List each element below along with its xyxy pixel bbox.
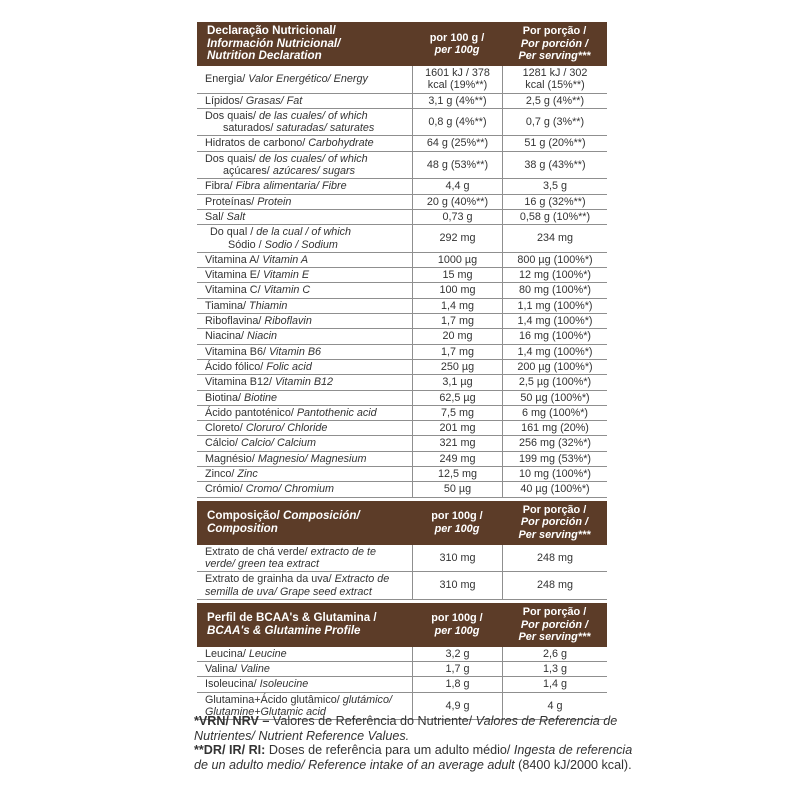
table-row bbox=[197, 329, 607, 344]
table-row bbox=[197, 195, 607, 210]
text-block bbox=[197, 195, 293, 209]
text-segment: Do qual / bbox=[210, 226, 257, 239]
table-row bbox=[197, 572, 607, 600]
text-segment: de la cual / of which bbox=[256, 226, 352, 239]
value-per-100g: 310 mg bbox=[412, 545, 502, 572]
text-segment: glutámico/ bbox=[342, 693, 392, 706]
value-per-100g: 1,4 mg bbox=[412, 299, 502, 313]
text-block bbox=[518, 604, 590, 645]
nutrient-label bbox=[197, 66, 412, 93]
nutrient-label bbox=[197, 179, 412, 193]
table-row bbox=[197, 253, 607, 268]
text-segment: Doses de referência para um adulto médio/ bbox=[268, 743, 514, 758]
text-segment: Ácido pantoténico/ bbox=[205, 406, 297, 419]
text-block bbox=[197, 329, 279, 343]
nutrient-label bbox=[197, 572, 412, 599]
value-per-100g: 1601 kJ / 378 kcal (19%**) bbox=[412, 66, 502, 93]
text-segment: Por porción / Per serving*** bbox=[518, 618, 591, 643]
text-segment: Dos quais/ bbox=[205, 152, 260, 165]
value-per-serving: 234 mg bbox=[502, 225, 607, 252]
nutrient-label bbox=[197, 299, 412, 313]
table-row bbox=[197, 360, 607, 375]
value-per-serving: 51 g (20%**) bbox=[502, 136, 607, 150]
text-segment: *VRN/ NRV – bbox=[194, 714, 273, 728]
nutrient-label bbox=[197, 314, 412, 328]
text-segment: Zinco/ bbox=[205, 468, 238, 481]
value-per-100g: 292 mg bbox=[412, 225, 502, 252]
value-per-serving: 16 mg (100%*) bbox=[502, 329, 607, 343]
text-segment: Protein bbox=[257, 195, 292, 208]
nutrient-label bbox=[197, 136, 412, 150]
text-segment: Extracto de semilla de uva/ Grape seed extract bbox=[205, 573, 390, 598]
text-block bbox=[197, 662, 272, 676]
value-per-serving: 1,4 g bbox=[502, 677, 607, 691]
value-per-100g: 310 mg bbox=[412, 572, 502, 599]
nutrient-label bbox=[197, 467, 412, 481]
table-row bbox=[197, 283, 607, 298]
text-block bbox=[197, 225, 353, 252]
text-segment: Tiamina/ bbox=[205, 299, 249, 312]
text-segment: saturados/ bbox=[223, 122, 274, 135]
value-per-serving: 12 mg (100%*) bbox=[502, 268, 607, 282]
text-segment: Cálcio/ bbox=[205, 437, 242, 450]
value-per-serving: 6 mg (100%*) bbox=[502, 406, 607, 420]
value-per-serving: 161 mg (20%) bbox=[502, 421, 607, 435]
value-per-100g: 4,4 g bbox=[412, 179, 502, 193]
text-block bbox=[197, 421, 329, 435]
text-segment: Valores de Referencia de Nutrientes/ Nutrient Reference Values. bbox=[194, 714, 618, 743]
value-per-100g: 1,7 mg bbox=[412, 345, 502, 359]
nutrient-label bbox=[197, 647, 412, 661]
nutrient-label bbox=[197, 406, 412, 420]
text-block bbox=[197, 452, 368, 466]
text-block bbox=[197, 72, 370, 86]
text-block bbox=[197, 136, 376, 150]
text-segment: Sodio / Sodium bbox=[264, 238, 338, 251]
text-block bbox=[197, 360, 314, 374]
text-block bbox=[197, 210, 247, 224]
text-segment: Fibra/ bbox=[205, 180, 236, 193]
value-per-serving: 1,4 mg (100%*) bbox=[502, 314, 607, 328]
section-header bbox=[197, 501, 607, 545]
text-segment: (8400 kJ/2000 kcal). bbox=[518, 757, 632, 772]
text-segment: Vitamina E/ bbox=[205, 269, 264, 282]
footnote bbox=[194, 714, 634, 743]
text-block bbox=[197, 545, 378, 572]
text-block bbox=[197, 314, 314, 328]
text-segment: Riboflavina/ bbox=[205, 315, 265, 328]
text-segment: Por porción / Per serving*** bbox=[518, 516, 591, 541]
column-header-per-100g bbox=[412, 603, 502, 647]
text-block bbox=[197, 677, 310, 691]
nutrient-label bbox=[197, 375, 412, 389]
nutrient-label bbox=[197, 345, 412, 359]
text-segment: Vitamina B6/ bbox=[205, 345, 270, 358]
nutrient-label bbox=[197, 152, 412, 179]
nutrient-label bbox=[197, 268, 412, 282]
text-segment: Vitamin B6 bbox=[269, 345, 322, 358]
text-segment: Biotina/ bbox=[205, 391, 245, 404]
text-segment: **DR/ IR/ RI: bbox=[194, 743, 269, 758]
text-segment: Magnesio/ Magnesium bbox=[257, 452, 367, 465]
text-segment: Zinc bbox=[237, 468, 258, 481]
text-block bbox=[197, 299, 289, 313]
nutrient-label bbox=[197, 109, 412, 136]
nutrient-label bbox=[197, 436, 412, 450]
text-segment: Extrato de grainha da uva/ bbox=[205, 573, 335, 586]
text-block bbox=[197, 467, 260, 481]
value-per-100g: 0,8 g (4%**) bbox=[412, 109, 502, 136]
text-segment: Thiamin bbox=[249, 299, 288, 312]
text-segment: saturadas/ saturates bbox=[276, 122, 375, 135]
text-segment: Vitamin C bbox=[263, 284, 311, 297]
text-block bbox=[197, 609, 379, 640]
value-per-serving: 248 mg bbox=[502, 545, 607, 572]
nutrient-label bbox=[197, 253, 412, 267]
text-segment: Hidratos de carbono/ bbox=[205, 137, 309, 150]
text-block bbox=[197, 94, 304, 108]
table-row bbox=[197, 179, 607, 194]
value-per-serving: 3,5 g bbox=[502, 179, 607, 193]
column-header-per-serving bbox=[502, 603, 607, 647]
text-segment: Pantothenic acid bbox=[296, 406, 377, 419]
text-segment: Composição/ bbox=[207, 509, 284, 523]
text-block bbox=[197, 375, 335, 389]
value-per-serving: 1281 kJ / 302 kcal (15%**) bbox=[502, 66, 607, 93]
table-row bbox=[197, 314, 607, 329]
value-per-100g: 15 mg bbox=[412, 268, 502, 282]
text-segment: Crómio/ bbox=[205, 483, 246, 496]
nutrient-label bbox=[197, 94, 412, 108]
text-segment: Dos quais/ bbox=[205, 109, 260, 122]
table-row bbox=[197, 225, 607, 253]
value-per-serving: 16 g (32%**) bbox=[502, 195, 607, 209]
nutrition-table bbox=[197, 22, 607, 720]
text-segment: Por porción / Per serving*** bbox=[518, 37, 591, 63]
value-per-serving: 0,7 g (3%**) bbox=[502, 109, 607, 136]
table-row bbox=[197, 452, 607, 467]
value-per-100g: 3,1 µg bbox=[412, 375, 502, 389]
text-segment: Isoleucina/ bbox=[205, 678, 260, 691]
value-per-serving: 0,58 g (10%**) bbox=[502, 210, 607, 224]
value-per-100g: 64 g (25%**) bbox=[412, 136, 502, 150]
nutrient-label bbox=[197, 283, 412, 297]
value-per-serving: 1,4 mg (100%*) bbox=[502, 345, 607, 359]
footnotes bbox=[194, 714, 634, 772]
section-header bbox=[197, 603, 607, 647]
nutrient-label bbox=[197, 545, 412, 572]
table-row bbox=[197, 345, 607, 360]
table-row bbox=[197, 391, 607, 406]
text-segment: Niacina/ bbox=[205, 330, 248, 343]
column-header-per-100g bbox=[412, 22, 502, 66]
text-block bbox=[197, 283, 312, 297]
table-row bbox=[197, 94, 607, 109]
text-segment: Leucine bbox=[248, 647, 287, 660]
text-segment: Calcio/ Calcium bbox=[241, 437, 317, 450]
text-segment: per 100g bbox=[434, 44, 480, 56]
value-per-serving: 256 mg (32%*) bbox=[502, 436, 607, 450]
text-block bbox=[197, 572, 391, 599]
table-row bbox=[197, 299, 607, 314]
text-segment: Vitamina B12/ bbox=[205, 376, 276, 389]
text-segment: Biotine bbox=[244, 391, 278, 404]
text-block bbox=[197, 647, 289, 661]
text-segment: Folic acid bbox=[266, 360, 312, 373]
text-segment: Riboflavin bbox=[264, 315, 312, 328]
text-segment: Valor Energético/ Energy bbox=[248, 73, 368, 86]
text-segment: Ácido fólico/ bbox=[205, 360, 267, 373]
text-segment: Sódio / bbox=[228, 238, 262, 251]
nutrient-label bbox=[197, 329, 412, 343]
table-row bbox=[197, 210, 607, 225]
value-per-serving: 199 mg (53%*) bbox=[502, 452, 607, 466]
column-header-per-serving bbox=[502, 501, 607, 545]
value-per-serving: 2,5 g (4%**) bbox=[502, 94, 607, 108]
text-block bbox=[431, 508, 482, 537]
value-per-100g: 12,5 mg bbox=[412, 467, 502, 481]
section-title bbox=[197, 603, 412, 647]
text-segment: Vitamin A bbox=[262, 253, 309, 266]
value-per-serving: 38 g (43%**) bbox=[502, 152, 607, 179]
value-per-100g: 3,2 g bbox=[412, 647, 502, 661]
table-row bbox=[197, 482, 607, 497]
column-header-per-serving bbox=[502, 22, 607, 66]
text-segment: Energia/ bbox=[205, 73, 249, 86]
text-segment: Proteínas/ bbox=[205, 195, 258, 208]
value-per-100g: 100 mg bbox=[412, 283, 502, 297]
text-block bbox=[197, 345, 323, 359]
text-block bbox=[197, 391, 279, 405]
text-segment: Salt bbox=[226, 210, 246, 223]
nutrient-label bbox=[197, 677, 412, 691]
text-segment: Fibra alimentaria/ Fibre bbox=[235, 180, 347, 193]
text-segment: Por porção / bbox=[522, 504, 587, 516]
table-row bbox=[197, 406, 607, 421]
value-per-100g: 48 g (53%**) bbox=[412, 152, 502, 179]
text-block bbox=[518, 23, 590, 64]
table-row bbox=[197, 268, 607, 283]
value-per-serving: 80 mg (100%*) bbox=[502, 283, 607, 297]
text-segment: por 100g / bbox=[431, 612, 483, 625]
value-per-100g: 0,73 g bbox=[412, 210, 502, 224]
text-segment: Declaração Nutricional/ bbox=[207, 24, 336, 38]
text-segment: per 100g bbox=[434, 522, 480, 535]
text-segment: Valores de Referência do Nutriente/ bbox=[272, 714, 476, 728]
text-block bbox=[197, 482, 336, 496]
text-segment: por 100 g / bbox=[429, 31, 485, 44]
text-segment: Carbohydrate bbox=[308, 137, 374, 150]
table-row bbox=[197, 421, 607, 436]
text-segment: Valine bbox=[240, 663, 270, 676]
text-segment: azúcares/ sugars bbox=[272, 165, 356, 178]
value-per-100g: 321 mg bbox=[412, 436, 502, 450]
value-per-100g: 1,8 g bbox=[412, 677, 502, 691]
text-segment: extracto de te verde/ green tea extract bbox=[205, 545, 377, 570]
text-segment: Lípidos/ bbox=[205, 94, 246, 107]
table-row bbox=[197, 136, 607, 151]
value-per-100g: 50 µg bbox=[412, 482, 502, 496]
text-segment: Isoleucine bbox=[259, 678, 309, 691]
value-per-serving: 1,1 mg (100%*) bbox=[502, 299, 607, 313]
value-per-100g: 250 µg bbox=[412, 360, 502, 374]
text-block bbox=[197, 507, 362, 538]
nutrient-label bbox=[197, 225, 412, 252]
text-segment: Valina/ bbox=[205, 663, 241, 676]
nutrient-label bbox=[197, 391, 412, 405]
text-segment: Cromo/ Chromium bbox=[245, 483, 334, 496]
value-per-serving: 4 g bbox=[502, 693, 607, 720]
value-per-serving: 1,3 g bbox=[502, 662, 607, 676]
text-segment: Glutamina+Ácido glutâmico/ bbox=[205, 693, 343, 706]
value-per-serving: 800 µg (100%*) bbox=[502, 253, 607, 267]
section-header bbox=[197, 22, 607, 66]
table-row bbox=[197, 677, 607, 692]
text-segment: Vitamina C/ bbox=[205, 284, 264, 297]
text-block bbox=[197, 436, 318, 450]
text-segment: Vitamina A/ bbox=[205, 253, 263, 266]
value-per-100g: 20 g (40%**) bbox=[412, 195, 502, 209]
text-block bbox=[197, 22, 342, 66]
value-per-100g: 1000 µg bbox=[412, 253, 502, 267]
column-header-per-100g bbox=[412, 501, 502, 545]
value-per-serving: 10 mg (100%*) bbox=[502, 467, 607, 481]
section-title bbox=[197, 22, 412, 66]
text-segment: Por porção / bbox=[522, 606, 587, 619]
text-segment: Perfil de BCAA's & Glutamina / bbox=[207, 611, 377, 625]
table-row bbox=[197, 152, 607, 180]
table-row bbox=[197, 66, 607, 94]
table-row bbox=[197, 545, 607, 573]
text-segment: Ingesta de referencia de un adulto medio/ Reference intake of an average adult bbox=[194, 743, 633, 772]
text-block bbox=[197, 109, 376, 136]
text-segment: Grasas/ Fat bbox=[245, 94, 303, 107]
nutrient-label bbox=[197, 452, 412, 466]
value-per-100g: 1,7 g bbox=[412, 662, 502, 676]
value-per-100g: 4,9 g bbox=[412, 693, 502, 720]
text-segment: Cloreto/ bbox=[205, 422, 246, 435]
value-per-100g: 249 mg bbox=[412, 452, 502, 466]
text-segment: Sal/ bbox=[205, 210, 227, 223]
text-block bbox=[197, 253, 310, 267]
text-block bbox=[197, 152, 370, 179]
value-per-serving: 200 µg (100%*) bbox=[502, 360, 607, 374]
text-block bbox=[431, 610, 482, 639]
value-per-100g: 7,5 mg bbox=[412, 406, 502, 420]
text-segment: Vitamin E bbox=[263, 269, 310, 282]
table-row bbox=[197, 647, 607, 662]
value-per-serving: 50 µg (100%*) bbox=[502, 391, 607, 405]
value-per-serving: 2,5 µg (100%*) bbox=[502, 375, 607, 389]
value-per-100g: 3,1 g (4%**) bbox=[412, 94, 502, 108]
footnote bbox=[194, 743, 634, 772]
text-block bbox=[197, 268, 311, 282]
value-per-100g: 20 mg bbox=[412, 329, 502, 343]
value-per-100g: 62,5 µg bbox=[412, 391, 502, 405]
table-row bbox=[197, 662, 607, 677]
nutrient-label bbox=[197, 195, 412, 209]
value-per-serving: 40 µg (100%*) bbox=[502, 482, 607, 496]
text-block bbox=[197, 406, 379, 420]
text-block bbox=[430, 30, 484, 59]
nutrient-label bbox=[197, 360, 412, 374]
text-segment: Por porção / bbox=[522, 25, 587, 38]
text-segment: BCAA's & Glutamine Profile bbox=[207, 623, 361, 637]
text-segment: Leucina/ bbox=[205, 647, 249, 660]
section-title bbox=[197, 501, 412, 545]
text-segment: Cloruro/ Chloride bbox=[245, 422, 328, 435]
text-segment: açúcares/ bbox=[223, 165, 270, 178]
table-row bbox=[197, 375, 607, 390]
text-segment: Glutamine+Glutamic acid bbox=[205, 705, 326, 718]
value-per-serving: 248 mg bbox=[502, 572, 607, 599]
text-segment: de los cuales/ of which bbox=[259, 152, 368, 165]
value-per-serving: 2,6 g bbox=[502, 647, 607, 661]
text-block bbox=[197, 179, 349, 193]
text-segment: Magnésio/ bbox=[205, 452, 258, 465]
nutrient-label bbox=[197, 662, 412, 676]
table-row bbox=[197, 109, 607, 137]
table-row bbox=[197, 467, 607, 482]
text-block bbox=[518, 502, 590, 543]
nutrient-label bbox=[197, 482, 412, 496]
text-segment: de las cuales/ of which bbox=[259, 109, 368, 122]
text-segment: por 100g / bbox=[431, 510, 483, 523]
text-segment: Extrato de chá verde/ bbox=[205, 545, 311, 558]
table-row bbox=[197, 436, 607, 451]
value-per-100g: 1,7 mg bbox=[412, 314, 502, 328]
text-segment: Niacin bbox=[247, 330, 278, 343]
text-segment: Información Nutricional/ Nutrition Declaration bbox=[207, 36, 341, 63]
text-segment: Composición/ Composition bbox=[207, 509, 360, 535]
nutrient-label bbox=[197, 421, 412, 435]
nutrient-label bbox=[197, 210, 412, 224]
text-segment: Vitamin B12 bbox=[275, 376, 334, 389]
value-per-100g: 201 mg bbox=[412, 421, 502, 435]
text-segment: per 100g bbox=[434, 624, 480, 637]
